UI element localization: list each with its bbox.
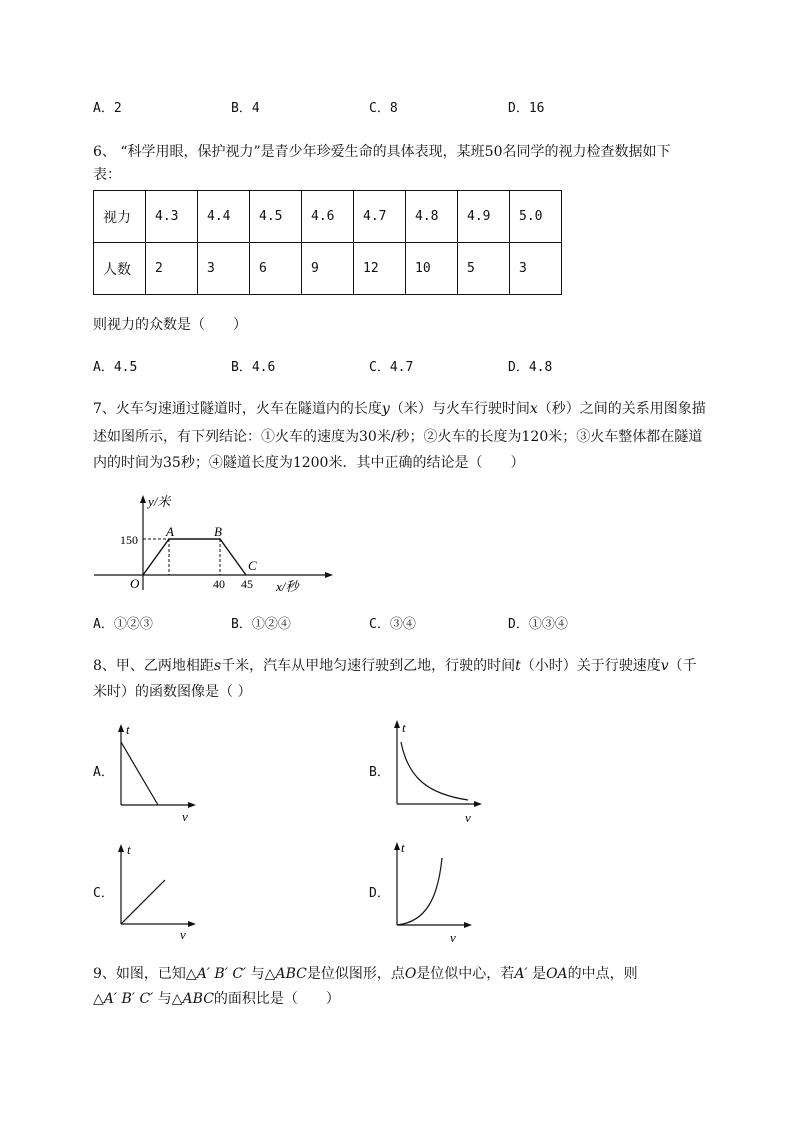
table-cell: 5.0: [510, 191, 562, 243]
table-row: [94, 191, 562, 243]
q7-text-line1: [93, 402, 706, 416]
q6-question: 则视力的众数是（ ）: [93, 317, 247, 333]
q7-text-part: （秒）之间的关系用图象描: [537, 401, 706, 417]
v-axis-label: v: [180, 927, 186, 942]
segment-label: OA: [546, 966, 568, 982]
t-axis-arrow-icon: [118, 724, 124, 732]
q7-option-c: C．③④: [369, 617, 416, 632]
table-cell: 5: [458, 243, 510, 295]
q8-graph-d: [386, 838, 476, 948]
q8-graph-b: [386, 716, 486, 828]
x-axis-arrow-icon: [325, 572, 333, 578]
q8-text-line1: [93, 659, 697, 673]
t-axis-label: t: [127, 842, 131, 857]
q8-option-b-label: B．: [369, 765, 390, 780]
q8-text-part: 8、甲、乙两地相距: [93, 658, 214, 674]
q6-option-b: B．4.6: [231, 360, 276, 375]
v-axis-label: v: [450, 930, 456, 945]
table-cell: 4.7: [354, 191, 406, 243]
q9-text-part: 的中点，则: [567, 966, 638, 982]
q5-option-d: D．16: [508, 101, 545, 116]
q9-text-part: △: [93, 991, 104, 1007]
q5-option-c: C．8: [369, 101, 398, 116]
table-cell: 6: [250, 243, 302, 295]
q9-text-part: 是位似中心，若: [416, 966, 515, 982]
t-axis-arrow-icon: [394, 842, 400, 850]
table-cell-header: 视力: [94, 191, 146, 243]
point-a-label: A: [166, 524, 174, 539]
t-axis-arrow-icon: [118, 844, 124, 852]
q8-text-part: 千米，汽车从甲地匀速行驶到乙地，行驶的时间: [221, 658, 516, 674]
q8-graph-c: [110, 840, 200, 945]
point-label: A′: [514, 966, 528, 982]
table-cell: 4.5: [250, 191, 302, 243]
origin-label: O: [130, 576, 140, 591]
var-s: s: [213, 658, 222, 674]
point-label: O: [404, 966, 417, 982]
v-axis-label: v: [182, 809, 188, 824]
point-b-label: B: [214, 524, 222, 539]
v-axis-arrow-icon: [188, 802, 196, 808]
q8-text-line2: 米时）的函数图像是（ ）: [93, 684, 252, 700]
q7-text-line2: 述如图所示，有下列结论：①火车的速度为30米/秒；②火车的长度为120米；③火车整体都在隧道: [93, 429, 703, 445]
increasing-line: [121, 880, 165, 924]
q9-text-part: 9、如图，已知△: [93, 966, 197, 982]
tick-150: 150: [120, 533, 138, 547]
q9-text-part: 是: [527, 966, 547, 982]
q7-option-d: D．①③④: [508, 617, 568, 632]
v-axis-arrow-icon: [464, 922, 472, 928]
y-axis-arrow-icon: [140, 495, 146, 503]
table-cell: 4.6: [302, 191, 354, 243]
t-axis-arrow-icon: [394, 720, 400, 728]
q7-option-a: A．①②③: [93, 617, 153, 632]
x-axis-label: x/秒: [276, 579, 299, 594]
q7-text-part: 7、火车匀速通过隧道时，火车在隧道内的长度: [93, 401, 382, 417]
var-t: t: [515, 658, 521, 674]
q6-option-a: A．4.5: [93, 360, 138, 375]
point-c-label: C: [248, 558, 257, 573]
table-cell: 4.4: [198, 191, 250, 243]
table-cell: 10: [406, 243, 458, 295]
q7-text-part: （米）与火车行驶时间: [389, 401, 530, 417]
q7-text-line3: 内的时间为35秒；④隧道长度为1200米．其中正确的结论是（ ）: [93, 455, 525, 471]
triangle-label: ABC: [275, 966, 307, 982]
t-axis-label: t: [126, 722, 130, 737]
table-cell: 12: [354, 243, 406, 295]
tick-45: 45: [241, 577, 253, 591]
table-cell: 4.9: [458, 191, 510, 243]
q9-text-part: 是位似图形，点: [306, 966, 405, 982]
table-cell-header: 人数: [94, 243, 146, 295]
table-row: [94, 243, 562, 295]
q5-option-b: B．4: [231, 101, 260, 116]
q7-option-b: B．①②④: [231, 617, 291, 632]
q9-text-part: 与△: [153, 991, 183, 1007]
q8-option-d-label: D．: [369, 886, 390, 901]
hyperbola-curve: [401, 742, 468, 800]
q6-option-c: C．4.7: [369, 360, 414, 375]
train-tunnel-graph: [90, 490, 340, 600]
graph-line: [143, 539, 246, 575]
q8-graph-a: [110, 720, 200, 825]
q6-text-line1: 6、 “科学用眼，保护视力”是青少年珍爱生命的具体表现，某班50名同学的视力检查数据如下: [93, 144, 671, 160]
q6-text-line2: 表：: [93, 167, 121, 183]
q9-text-line2: [93, 992, 340, 1006]
increasing-curve: [397, 858, 442, 925]
q8-text-part: （小时）关于行驶速度: [520, 658, 661, 674]
t-axis-label: t: [401, 840, 405, 855]
table-cell: 4.8: [406, 191, 458, 243]
v-axis-arrow-icon: [188, 921, 196, 927]
triangle-label: A′ B′ C′: [196, 966, 247, 982]
tick-40: 40: [213, 577, 225, 591]
table-cell: 9: [302, 243, 354, 295]
table-cell: 4.3: [146, 191, 198, 243]
triangle-label: ABC: [182, 991, 214, 1007]
q8-option-c-label: C．: [93, 886, 114, 901]
q8-text-part: （千: [668, 658, 697, 674]
q9-text-line1: [93, 967, 638, 981]
q6-option-d: D．4.8: [508, 360, 553, 375]
t-axis-label: t: [402, 720, 406, 735]
var-y: y: [381, 401, 390, 417]
y-axis-label: y/米: [148, 494, 171, 509]
table-cell: 3: [198, 243, 250, 295]
v-axis-label: v: [465, 810, 471, 825]
table-cell: 2: [146, 243, 198, 295]
table-cell: 3: [510, 243, 562, 295]
q9-text-part: 的面积比是（ ）: [213, 991, 340, 1007]
vision-data-table: [93, 190, 562, 295]
decreasing-line: [121, 742, 158, 805]
var-x: x: [529, 401, 538, 417]
q5-option-a: A．2: [93, 101, 122, 116]
triangle-label: A′ B′ C′: [103, 991, 154, 1007]
var-v: v: [660, 658, 669, 674]
v-axis-arrow-icon: [474, 801, 482, 807]
q9-text-part: 与△: [246, 966, 276, 982]
q8-option-a-label: A．: [93, 765, 114, 780]
